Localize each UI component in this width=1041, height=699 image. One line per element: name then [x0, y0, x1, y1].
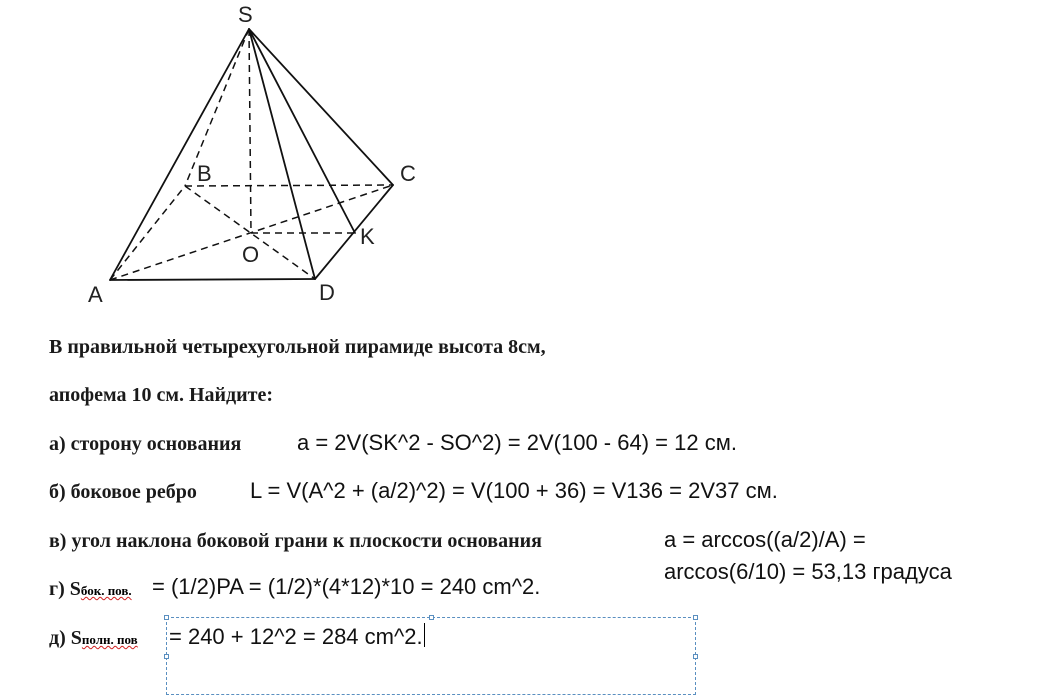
- text-caret: [424, 623, 425, 647]
- answer-text-box[interactable]: [166, 617, 696, 695]
- item-g-answer: = (1/2)PA = (1/2)*(4*12)*10 = 240 cm^2.: [152, 574, 541, 599]
- resize-handle-top-center[interactable]: [429, 615, 434, 620]
- item-g-label: [49, 578, 132, 601]
- label-S: S: [238, 2, 253, 27]
- resize-handle-middle-right[interactable]: [693, 654, 698, 659]
- item-a-label: а) сторону основания: [49, 433, 242, 455]
- label-B: B: [197, 161, 212, 186]
- label-C: C: [400, 161, 416, 186]
- edge-AB: [110, 186, 185, 280]
- item-v-answer-line-1: a = arccos((a/2)/A) =: [664, 527, 866, 552]
- item-a-answer: a = 2V(SK^2 - SO^2) = 2V(100 - 64) = 12 см.: [297, 430, 737, 455]
- pyramid-figure: [0, 0, 440, 310]
- resize-handle-top-right[interactable]: [693, 615, 698, 620]
- label-D: D: [319, 280, 335, 305]
- problem-line-2: апофема 10 см. Найдите:: [49, 384, 274, 406]
- edge-SO: [249, 29, 251, 233]
- problem-line-1: В правильной четырехугольной пирамиде высота 8см,: [49, 336, 546, 358]
- edge-AD: [110, 279, 315, 280]
- edge-SA: [110, 29, 249, 280]
- item-b-label: б) боковое ребро: [49, 481, 197, 503]
- resize-handle-top-left[interactable]: [164, 615, 169, 620]
- item-v-label: в) угол наклона боковой грани к плоскости основания: [49, 530, 542, 552]
- label-K: K: [360, 224, 375, 249]
- resize-handle-middle-left[interactable]: [164, 654, 169, 659]
- item-d-answer[interactable]: = 240 + 12^2 = 284 cm^2.: [169, 624, 423, 649]
- edge-BC: [185, 185, 393, 186]
- item-d-prefix: д) S: [49, 627, 82, 649]
- label-O: O: [242, 242, 260, 267]
- item-d-label: [49, 627, 138, 650]
- item-g-prefix: г) S: [49, 578, 81, 600]
- item-b-answer: L = V(A^2 + (a/2)^2) = V(100 + 36) = V136 = 2V37 см.: [250, 478, 778, 503]
- item-v-answer-line-2: arccos(6/10) = 53,13 градуса: [664, 559, 952, 584]
- label-A: A: [88, 282, 103, 307]
- item-g-subscript: бок. пов.: [80, 583, 132, 598]
- edge-DC: [315, 185, 393, 279]
- item-d-subscript: полн. пов: [81, 632, 138, 647]
- edge-SC: [249, 29, 393, 185]
- edge-SB: [185, 29, 249, 186]
- item-d-answer-wrap: [169, 623, 425, 650]
